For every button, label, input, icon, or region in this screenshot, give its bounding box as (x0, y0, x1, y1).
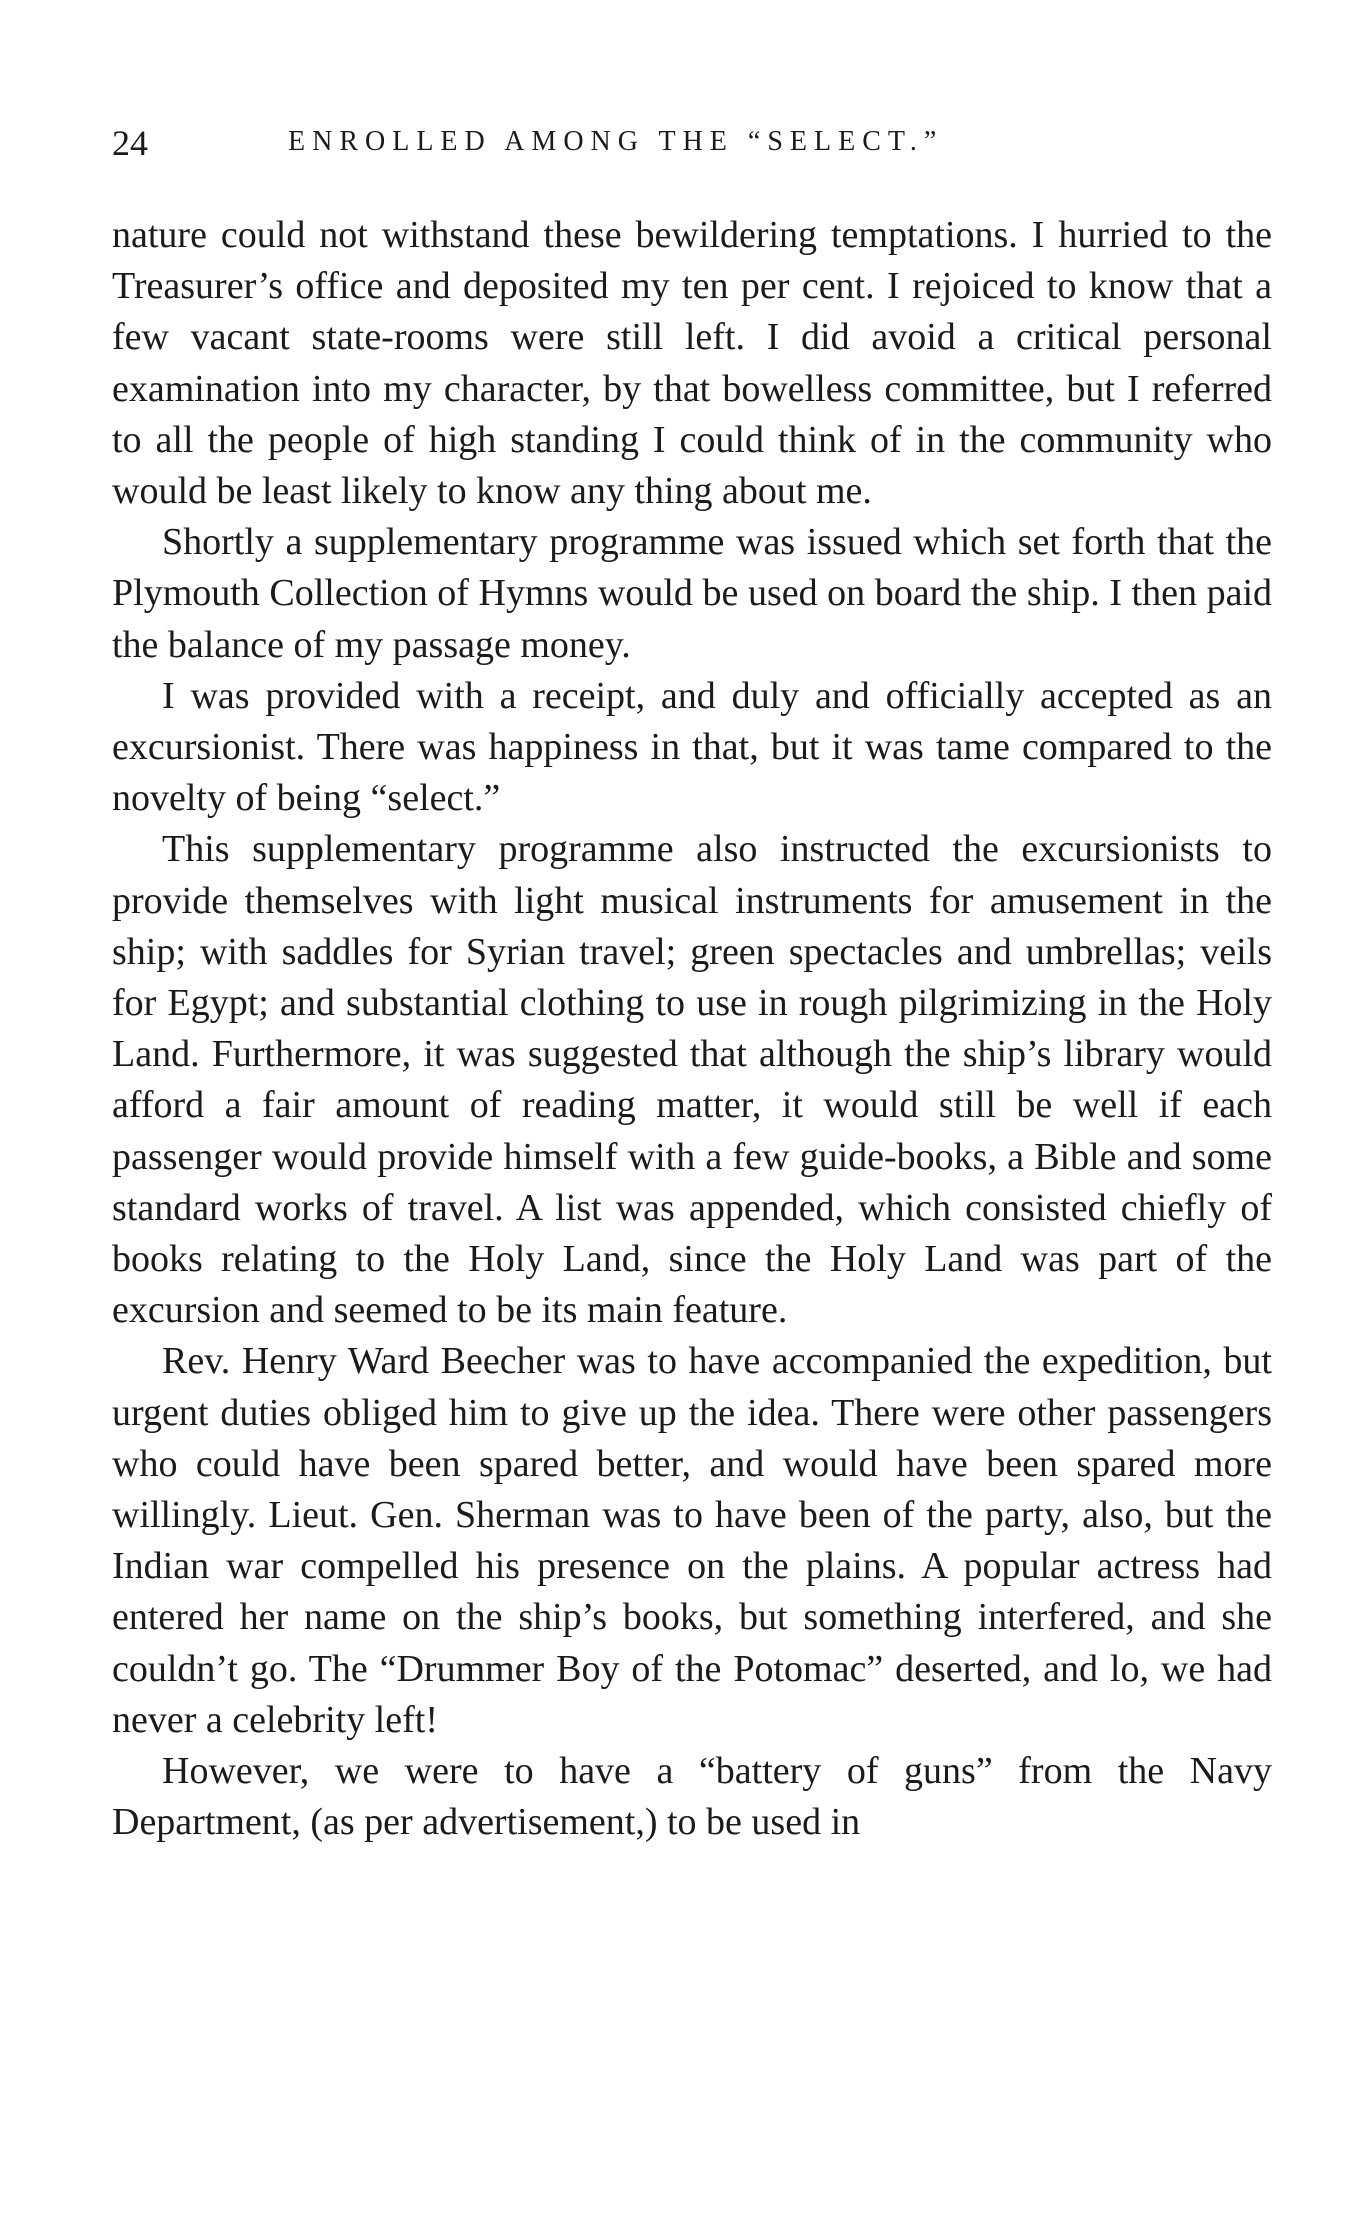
paragraph: However, we were to have a “battery of guns” from the Navy Department, (as per advertisement,) to be used in (112, 1750, 1272, 1844)
paragraph: Shortly a supplementary programme was issued which set forth that the Plymouth Collection of Hymns would be used on board the ship. I then paid the balance of my passage money. (112, 521, 1272, 666)
book-page (112, 122, 1272, 1849)
paragraph: I was provided with a receipt, and duly and officially accepted as an excursionist. There was happiness in that, but it was tame compared to the novelty of being “select.” (112, 674, 1272, 820)
page-number: 24 (112, 123, 148, 163)
running-head (112, 122, 1272, 182)
body-text (112, 210, 1272, 1849)
paragraph: Rev. Henry Ward Beecher was to have accompanied the expedition, but urgent duties obliged him to give up the idea. There were other passengers who could have been spared better, and would have been spared more willingly. Lieut. Gen. Sherman was to have been of the party, also, but the Indian war compelled his presence on the plains. A popular actress had entered her name on the ship’s books, but something interfered, and she couldn’t go. The “Drummer Boy of the Potomac” deserted, and lo, we had never a celebrity left! (112, 1340, 1272, 1741)
paragraph: This supplementary programme also instructed the excursionists to provide themselves with light musical instruments for amusement in the ship; with saddles for Syrian travel; green spectacles and umbrellas; veils for Egypt; and substantial clothing to use in rough pilgrimizing in the Holy Land. Furthermore, it was suggested that although the ship’s library would afford a fair amount of reading matter, it would still be well if each passenger would provide himself with a few guide-books, a Bible and some standard works of travel. A list was appended, which consisted chiefly of books relating to the Holy Land, since the Holy Land was part of the excursion and seemed to be its main feature. (112, 828, 1272, 1332)
paragraph-continued: nature could not withstand these bewildering temptations. I hurried to the Treasurer’s office and deposited my ten per cent. I rejoiced to know that a few vacant state-rooms were still left. I did avoid a critical personal examination into my character, by that bowelless committee, but I referred to all the people of high standing I could think of in the community who would be least likely to know any thing about me. (112, 214, 1272, 513)
running-title: ENROLLED AMONG THE “SELECT.” (288, 126, 944, 157)
